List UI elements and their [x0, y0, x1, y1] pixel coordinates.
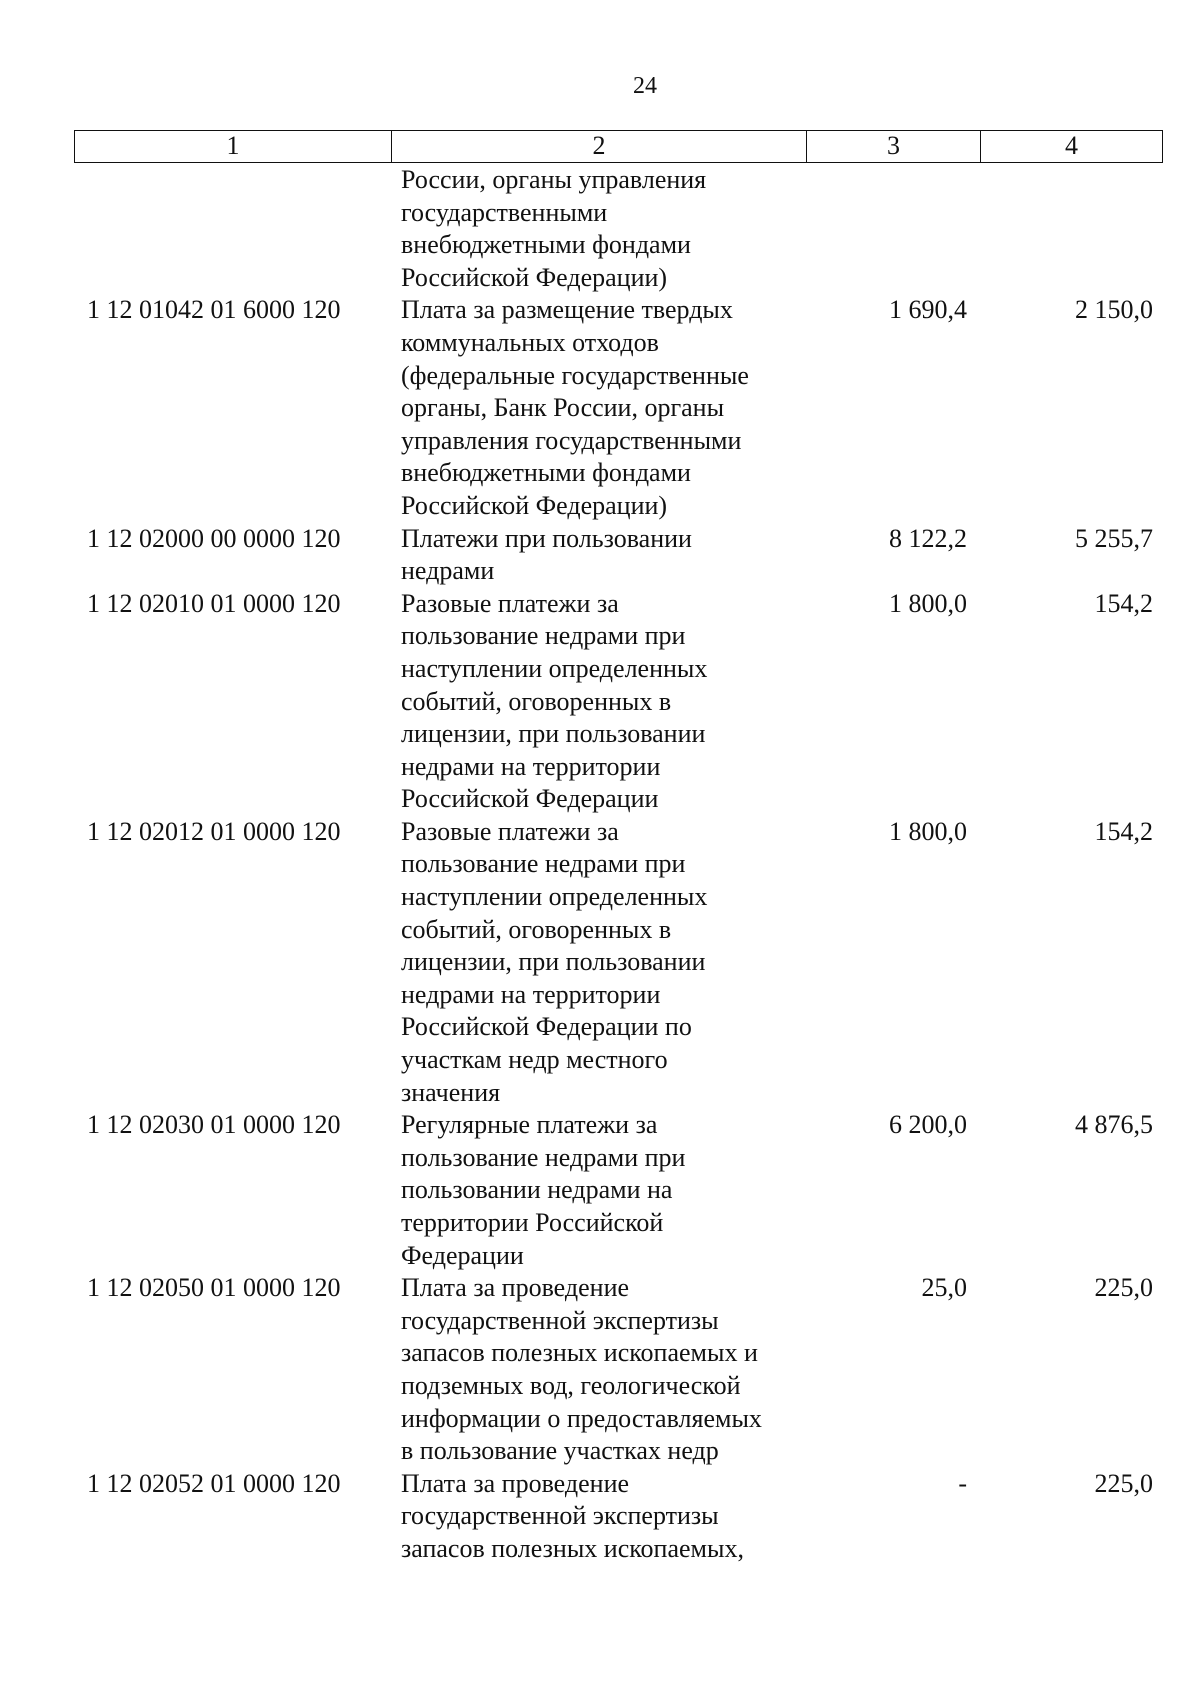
table-header [74, 130, 1163, 163]
description-line: пользование недрами при [401, 621, 686, 651]
description-cell [390, 588, 805, 816]
value-col4-cell: 225,0 [1094, 1273, 1153, 1303]
description-line: участкам недр местного [401, 1045, 668, 1075]
description-line: недрами на территории [401, 979, 661, 1009]
description-cell [390, 1468, 805, 1566]
description-cell [390, 1109, 805, 1272]
description-line: Разовые платежи за [401, 816, 619, 846]
value-col4-cell [979, 164, 1163, 294]
description-line: пользование недрами при [401, 1142, 686, 1172]
description-line: органы, Банк России, органы [401, 393, 725, 423]
description-line: Российской Федерации по [401, 1012, 692, 1042]
table-row [74, 588, 1163, 816]
description-line: государственной экспертизы [401, 1305, 719, 1335]
budget-code-cell: 1 12 02012 01 0000 120 [87, 816, 341, 846]
description-line: внебюджетными фондами [401, 458, 691, 488]
description-line: внебюджетными фондами [401, 230, 691, 260]
description-line: Плата за проведение [401, 1468, 630, 1498]
description-line: значения [401, 1077, 501, 1107]
budget-code-cell: 1 12 02000 00 0000 120 [87, 523, 341, 553]
budget-code-cell [74, 164, 390, 294]
description-line: государственной экспертизы [401, 1501, 719, 1531]
description-line: Плата за проведение [401, 1273, 630, 1303]
value-col3-cell: 6 200,0 [889, 1110, 967, 1140]
description-line: наступлении определенных [401, 653, 708, 683]
description-line: событий, оговоренных в [401, 686, 672, 716]
description-line: лицензии, при пользовании [401, 719, 706, 749]
description-line: Платежи при пользовании [401, 523, 692, 553]
value-col3-cell: 8 122,2 [889, 523, 967, 553]
budget-code-cell: 1 12 02010 01 0000 120 [87, 588, 341, 618]
value-col3-cell: 25,0 [921, 1273, 967, 1303]
budget-code-cell: 1 12 02052 01 0000 120 [87, 1468, 341, 1498]
value-col4-cell: 5 255,7 [1075, 523, 1153, 553]
table-row [74, 1109, 1163, 1272]
description-line: Федерации [401, 1240, 524, 1270]
budget-code-cell: 1 12 02030 01 0000 120 [87, 1110, 341, 1140]
value-col3-cell: 1 800,0 [889, 816, 967, 846]
description-line: Плата за размещение твердых [401, 295, 733, 325]
table-row [74, 294, 1163, 522]
description-line: недрами [401, 556, 495, 586]
description-line: пользовании недрами на [401, 1175, 673, 1205]
description-cell [390, 816, 805, 1109]
description-line: в пользование участках недр [401, 1436, 719, 1466]
table-row [74, 816, 1163, 1109]
value-col4-cell: 2 150,0 [1075, 295, 1153, 325]
table-row [74, 1272, 1163, 1468]
description-line: наступлении определенных [401, 882, 708, 912]
description-line: информации о предоставляемых [401, 1403, 762, 1433]
description-line: коммунальных отходов [401, 327, 659, 357]
description-line: подземных вод, геологической [401, 1370, 741, 1400]
description-line: Российской Федерации) [401, 490, 668, 520]
description-line: Регулярные платежи за [401, 1110, 658, 1140]
column-header-2: 2 [391, 131, 806, 162]
column-header-4: 4 [980, 131, 1162, 162]
description-line: Разовые платежи за [401, 588, 619, 618]
value-col3-cell: - [958, 1468, 967, 1498]
description-cell [390, 294, 805, 522]
budget-code-cell: 1 12 02050 01 0000 120 [87, 1273, 341, 1303]
description-cell [390, 523, 805, 588]
value-col3-cell: 1 800,0 [889, 588, 967, 618]
description-cell [390, 164, 805, 294]
description-line: России, органы управления [401, 165, 707, 194]
description-line: территории Российской [401, 1208, 664, 1237]
description-line: Российской Федерации [401, 784, 659, 814]
value-col3-cell: 1 690,4 [889, 295, 967, 325]
value-col4-cell: 154,2 [1094, 816, 1153, 846]
column-header-3: 3 [806, 131, 980, 162]
description-line: Российской Федерации) [401, 262, 668, 292]
description-line: государственными [401, 197, 608, 227]
table-row [74, 164, 1163, 294]
description-line: событий, оговоренных в [401, 914, 672, 944]
budget-code-cell: 1 12 01042 01 6000 120 [87, 295, 341, 325]
page-number: 24 [633, 73, 657, 99]
description-line: запасов полезных ископаемых и [401, 1338, 758, 1368]
description-line: недрами на территории [401, 751, 661, 781]
description-cell [390, 1272, 805, 1468]
description-line: запасов полезных ископаемых, [401, 1533, 744, 1563]
table-row [74, 523, 1163, 588]
value-col3-cell [805, 164, 979, 294]
value-col4-cell: 4 876,5 [1075, 1110, 1153, 1140]
value-col4-cell: 225,0 [1094, 1468, 1153, 1498]
description-line: лицензии, при пользовании [401, 947, 706, 977]
table-row [74, 1468, 1163, 1566]
description-line: (федеральные государственные [401, 360, 749, 390]
value-col4-cell: 154,2 [1094, 588, 1153, 618]
description-line: управления государственными [401, 425, 742, 455]
column-header-1: 1 [226, 131, 240, 160]
table-body [74, 164, 1163, 1566]
description-line: пользование недрами при [401, 849, 686, 879]
